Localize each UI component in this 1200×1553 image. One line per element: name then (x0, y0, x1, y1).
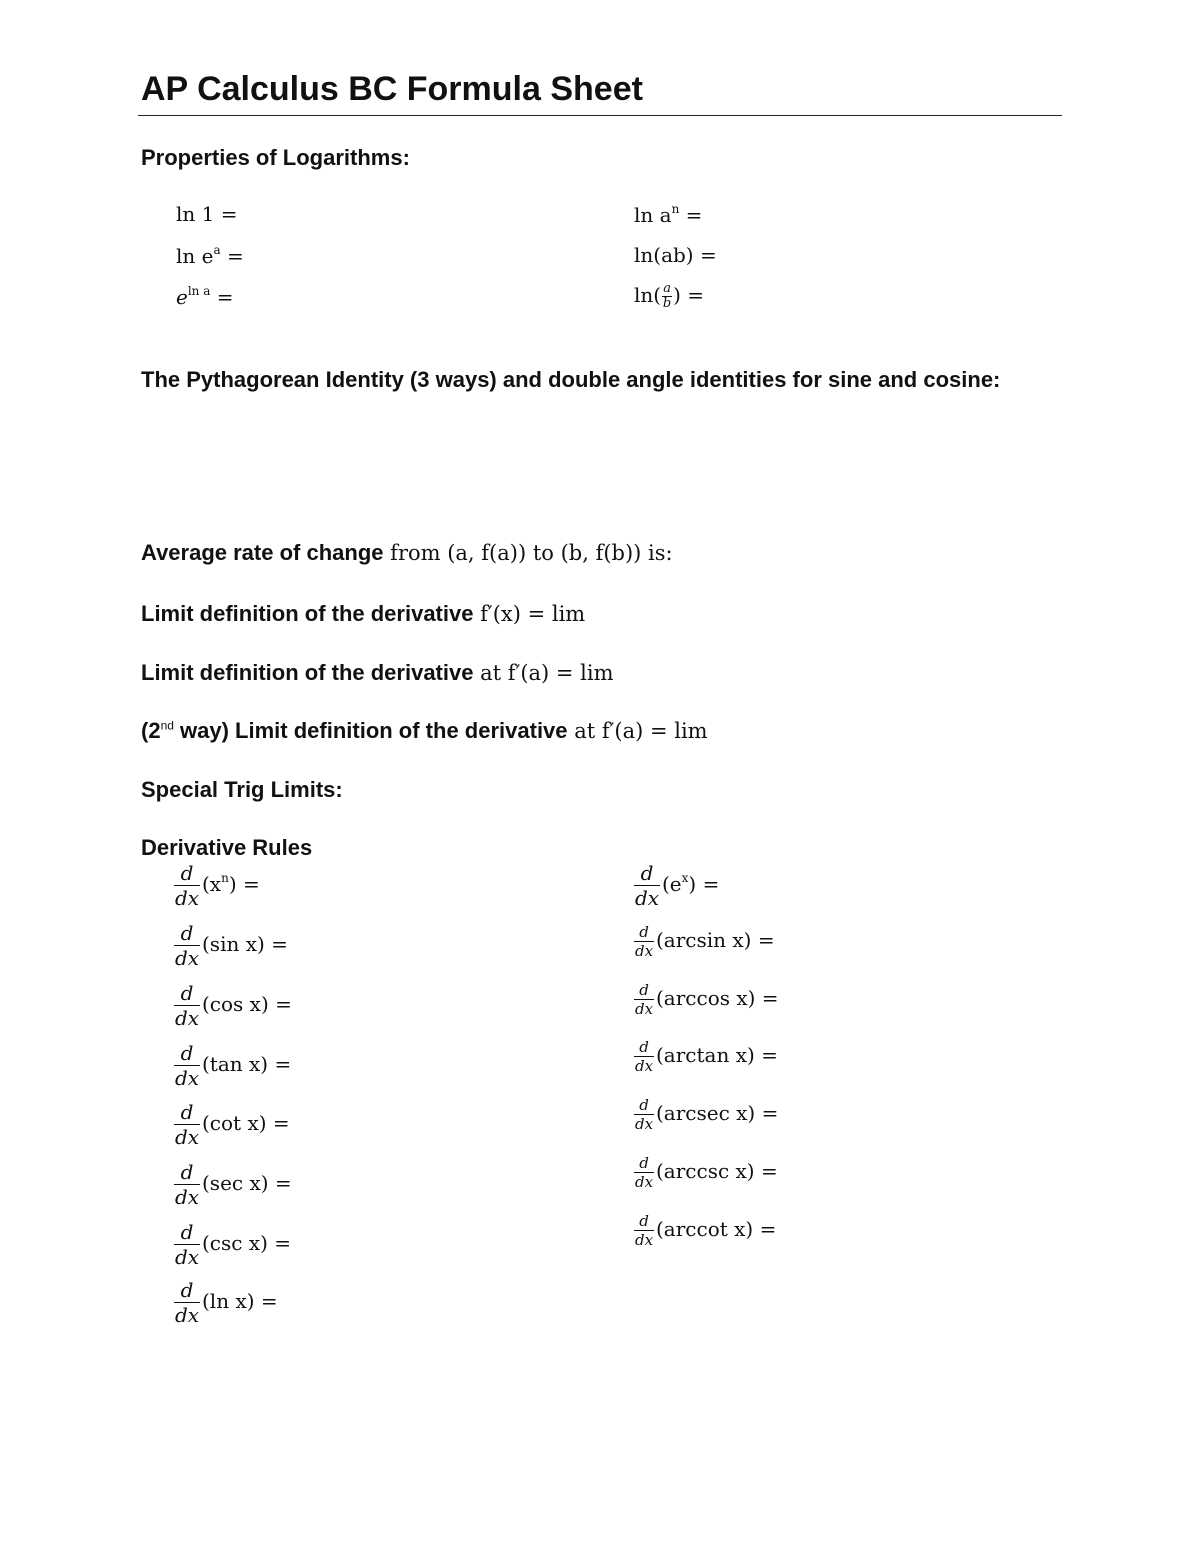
d-dx-fraction: $\frac{d}{dx}$ (174, 921, 200, 970)
d-dx-fraction: $\frac{d}{dx}$ (634, 1038, 654, 1075)
page-title: AP Calculus BC Formula Sheet (141, 70, 643, 108)
derivative-left-8: $\frac{d}{dx}$ (ln x) = (174, 1278, 278, 1327)
logs-heading: Properties of Logarithms: (141, 145, 410, 170)
d-dx-fraction: $\frac{d}{dx}$ (634, 1096, 654, 1133)
d-dx-fraction: $\frac{d}{dx}$ (634, 1212, 654, 1249)
d-dx-fraction: $\frac{d}{dx}$ (634, 923, 654, 960)
log-right-2: ln(ab) = (634, 243, 717, 267)
limit-definition-second-way-heading: (2nd way) Limit definition of the derivative at f′(a) = lim (141, 718, 708, 743)
d-dx-fraction: $\frac{d}{dx}$ (174, 1041, 200, 1090)
derivative-right-5: $\frac{d}{dx}$ (arcsec x) = (634, 1096, 779, 1133)
d-dx-fraction: $\frac{d}{dx}$ (174, 1278, 200, 1327)
derivative-right-1: $\frac{d}{dx}$ $(e^x)$ = (634, 861, 720, 910)
derivative-left-1: $\frac{d}{dx}$ $(x^n)$ = (174, 861, 260, 910)
derivative-right-7: $\frac{d}{dx}$ (arccot x) = (634, 1212, 777, 1249)
derivative-right-2: $\frac{d}{dx}$ (arcsin x) = (634, 923, 775, 960)
d-dx-fraction: $\frac{d}{dx}$ (174, 981, 200, 1030)
average-rate-heading: Average rate of change from (a, f(a)) to (b, f(b)) is: (141, 540, 673, 565)
d-dx-fraction: $\frac{d}{dx}$ (634, 981, 654, 1018)
derivative-right-6: $\frac{d}{dx}$ (arccsc x) = (634, 1154, 778, 1191)
d-dx-fraction: $\frac{d}{dx}$ (634, 1154, 654, 1191)
log-right-1: $\ln a^n$ = (634, 202, 703, 227)
derivative-left-7: $\frac{d}{dx}$ (csc x) = (174, 1220, 292, 1269)
log-quotient-fraction: $\frac{a}{b}$ (662, 281, 672, 311)
log-left-2: $\ln e^a$ = (176, 243, 244, 268)
derivative-left-4: $\frac{d}{dx}$ (tan x) = (174, 1041, 292, 1090)
derivative-left-3: $\frac{d}{dx}$ (cos x) = (174, 981, 292, 1030)
derivative-left-6: $\frac{d}{dx}$ (sec x) = (174, 1160, 292, 1209)
derivative-left-5: $\frac{d}{dx}$ (cot x) = (174, 1100, 290, 1149)
derivative-right-3: $\frac{d}{dx}$ (arccos x) = (634, 981, 779, 1018)
log-left-1: ln 1 = (176, 202, 238, 226)
d-dx-fraction: $\frac{d}{dx}$ (634, 861, 660, 910)
d-dx-fraction: $\frac{d}{dx}$ (174, 1220, 200, 1269)
d-dx-fraction: $\frac{d}{dx}$ (174, 1100, 200, 1149)
log-right-3: ln( $\frac{a}{b}$ ) = (634, 281, 705, 311)
limit-definition-heading: Limit definition of the derivative f′(x) = lim (141, 601, 586, 626)
d-dx-fraction: $\frac{d}{dx}$ (174, 1160, 200, 1209)
derivative-right-4: $\frac{d}{dx}$ (arctan x) = (634, 1038, 778, 1075)
limit-definition-at-a-heading: Limit definition of the derivative at f′(a) = lim (141, 660, 614, 685)
pythagorean-heading: The Pythagorean Identity (3 ways) and double angle identities for sine and cosine: (141, 367, 1001, 392)
derivative-rules-heading: Derivative Rules (141, 835, 313, 860)
d-dx-fraction: $\frac{d}{dx}$ (174, 861, 200, 910)
trig-limits-heading: Special Trig Limits: (141, 777, 343, 802)
title-underline (138, 115, 1062, 116)
derivative-left-2: $\frac{d}{dx}$ (sin x) = (174, 921, 288, 970)
log-left-3: $e^{ln a}$ = (176, 284, 234, 309)
